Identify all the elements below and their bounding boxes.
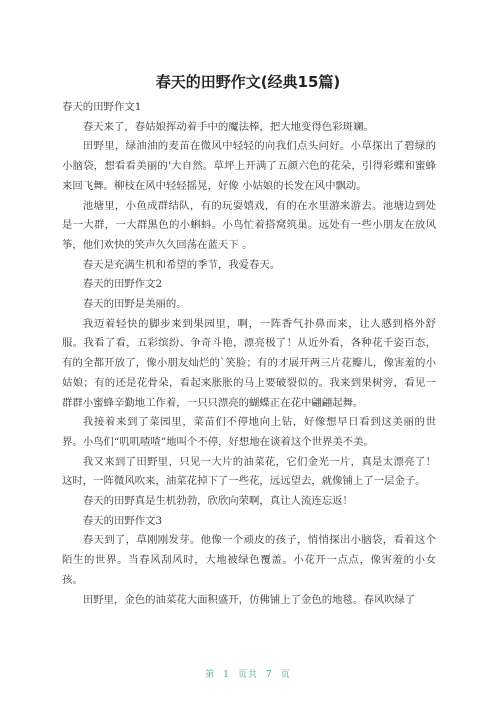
footer-middle: 页共: [237, 670, 258, 680]
footer-prefix: 第: [205, 670, 216, 680]
page-title: 春天的田野作文(经典15篇): [155, 73, 341, 91]
footer-total-pages: 7: [266, 670, 273, 680]
paragraph: 我接着来到了菜园里，菜苗们不停地向上钻，好像想早日看到这美丽的世界。小鸟们“叽叽喳喳”地叫个不停，好想地在谈着这个世界美不美。: [62, 416, 436, 448]
document-body: [62, 98, 436, 610]
paragraph: 春天的田野作文2: [82, 278, 163, 291]
page-footer: [0, 667, 496, 680]
paragraph: 田野里，绿油油的麦苗在微风中轻轻的向我们点头问好。小草探出了碧绿的小脑袋，想看看美丽的'大自然。草坪上开满了五颜六色的花朵，引得彩蝶和蜜蜂来回飞舞。柳枝在风中轻轻摇晃，好像 小姑娘的长发在风中飘动。: [62, 140, 436, 192]
section-heading: 春天的田野作文1: [62, 101, 142, 113]
footer-page-number: 1: [223, 670, 230, 680]
paragraph: 春天的田野作文3: [82, 514, 163, 527]
paragraph: 田野里，金色的油菜花大面积盛开，仿佛铺上了金色的地毯。春风吹绿了: [82, 593, 416, 606]
paragraph: 春天来了，春姑娘挥动着手中的魔法棒，把大地变得色彩斑斓。: [82, 120, 374, 133]
paragraph: 春天的田野真是生机勃勃，欣欣向荣啊，真让人流连忘返！: [82, 495, 353, 508]
paragraph: 池塘里，小鱼成群结队，有的玩耍嬉戏，有的在水里游来游去。池塘边到处是一大群，一大群黑色的小蝌蚪。小鸟忙着搭窝筑巢。远处有一些小朋友在放风筝，他们欢快的笑声久久回荡在蓝天下 。: [62, 199, 436, 251]
paragraph: 春天的田野是美丽的。: [82, 298, 187, 311]
footer-suffix: 页: [280, 670, 291, 680]
paragraph: 我又来到了田野里，只见一大片的油菜花，它们金光一片，真是太漂亮了！这时，一阵微风吹来，油菜花掉下了一些花，远远望去，就像铺上了一层金子。: [62, 455, 436, 488]
paragraph: 春天是充满生机和希望的季节，我爱春天。: [82, 258, 281, 271]
paragraph: 我迈着轻快的脚步来到果园里，啊，一阵香气扑鼻而来，让人感到格外舒服。我看了看，五彩缤纷、争奇斗艳，漂亮极了！从近外看，各种花千姿百态，有的全都开放了，像小朋友灿烂的`笑脸；有的才展开两三片花瓣儿，像害羞的小姑娘；有的还是花骨朵，看起来胀胀的马上要破裂似的。我来到果树旁，看见一群群小蜜蜂辛勤地工作着，一只只漂亮的蝴蝶正在花中翩翩起舞。: [62, 317, 436, 409]
paragraph: 春天到了，草刚刚发芽。他像一个顽皮的孩子，悄悄探出小脑袋，看着这个陌生的世界。当春风刮风时，大地被绿色覆盖。小花开一点点，像害羞的小女孩。: [62, 534, 436, 586]
